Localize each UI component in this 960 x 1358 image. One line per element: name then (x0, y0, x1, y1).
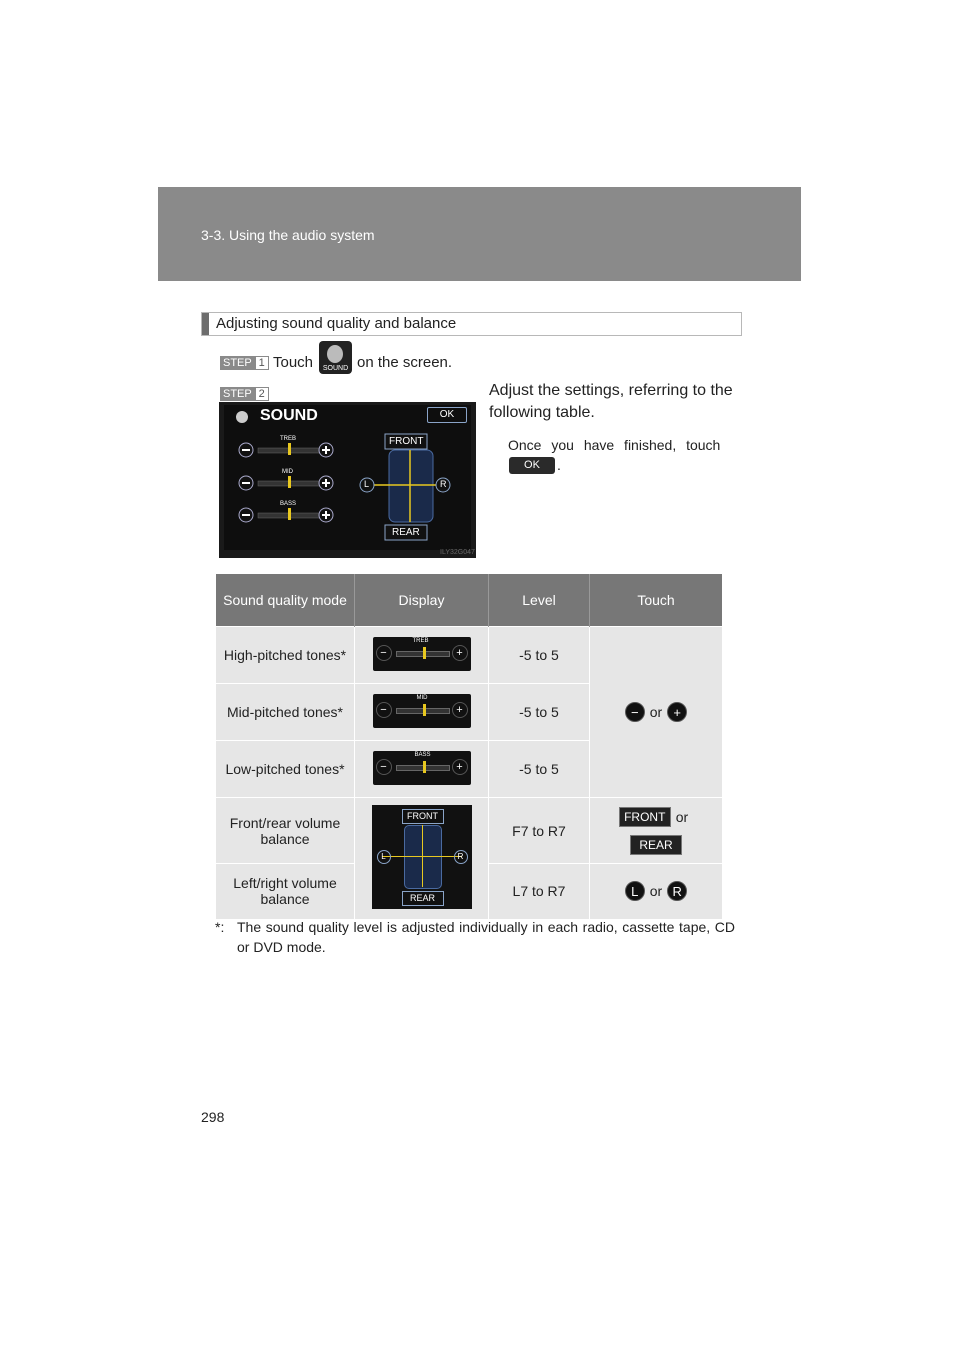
page-number: 298 (201, 1109, 225, 1125)
header-touch: Touch (590, 574, 723, 627)
step-2-label: STEP (223, 388, 252, 400)
bass-display (373, 751, 471, 785)
or-text: or (649, 883, 663, 900)
step-2-instruction-2: following table. (489, 404, 595, 421)
step-1-number: 1 (255, 356, 269, 370)
right-button[interactable]: R (440, 479, 447, 489)
or-text: or (675, 808, 689, 825)
treb-slider (239, 443, 333, 457)
step-2-badge (220, 387, 269, 401)
display-cell (355, 684, 489, 741)
treb-label: TREB (280, 436, 297, 442)
sound-button[interactable] (319, 341, 352, 374)
plus-icon: + (452, 645, 468, 661)
header-mode: Sound quality mode (216, 574, 355, 627)
bass-slider (239, 508, 333, 522)
front-label: FRONT (402, 809, 444, 824)
section-title: Adjusting sound quality and balance (216, 315, 457, 332)
step-2-instruction-1: Adjust the settings, referring to the (489, 382, 733, 399)
screen-title: SOUND (260, 407, 318, 424)
figure-code: ILY32G047 (440, 549, 475, 556)
slider-thumb (423, 647, 426, 659)
step-1-badge (220, 356, 269, 370)
header-level: Level (489, 574, 590, 627)
touch-cell-front-rear (590, 798, 723, 864)
ok-button[interactable]: OK (509, 457, 555, 474)
bass-label: BASS (414, 751, 431, 758)
table-row (216, 627, 722, 684)
left-label: L (377, 850, 391, 864)
treb-label: TREB (412, 637, 429, 644)
mode-cell: Low-pitched tones* (216, 741, 355, 798)
mode-cell: Front/rear volume balance (216, 798, 355, 864)
section-accent (202, 313, 209, 335)
sound-icon (327, 345, 343, 363)
level-cell: L7 to R7 (489, 864, 590, 919)
step-1-label: STEP (223, 357, 252, 369)
header-display: Display (355, 574, 489, 627)
level-cell: -5 to 5 (489, 627, 590, 684)
step-1-text-before: Touch (273, 354, 314, 371)
page-header (158, 187, 801, 281)
step-2-number: 2 (255, 387, 269, 401)
plus-icon: + (452, 702, 468, 718)
slider-thumb (423, 761, 426, 773)
front-button[interactable]: FRONT (389, 436, 424, 447)
or-text: or (649, 704, 663, 720)
mid-slider (239, 476, 333, 490)
left-button[interactable]: L (625, 881, 645, 901)
balance-v-line (422, 825, 423, 887)
right-button[interactable]: R (667, 881, 687, 901)
rear-button[interactable]: REAR (630, 835, 682, 855)
touch-cell-tones (590, 627, 723, 798)
plus-button-icon[interactable]: + (667, 702, 687, 722)
screen-graphics (224, 405, 471, 550)
screen-ok-button[interactable]: OK (427, 407, 467, 423)
display-cell-balance (355, 798, 489, 919)
mode-cell: Mid-pitched tones* (216, 684, 355, 741)
touch-cell-left-right (590, 864, 723, 919)
level-cell: F7 to R7 (489, 798, 590, 864)
finish-ok-wrap (509, 457, 561, 475)
seat-layout (404, 825, 442, 889)
table-row (216, 798, 722, 864)
right-label: R (454, 850, 468, 864)
mode-cell: Left/right volume balance (216, 864, 355, 919)
minus-icon: − (376, 645, 392, 661)
slider-thumb (423, 704, 426, 716)
level-cell: -5 to 5 (489, 741, 590, 798)
sound-settings-screen (219, 402, 476, 558)
finish-period: . (557, 457, 561, 473)
sound-icon (236, 411, 248, 423)
minus-button-icon[interactable]: − (625, 702, 645, 722)
breadcrumb: 3-3. Using the audio system (201, 227, 375, 243)
treb-display (373, 637, 471, 671)
level-cell: -5 to 5 (489, 684, 590, 741)
mode-cell: High-pitched tones* (216, 627, 355, 684)
display-cell (355, 741, 489, 798)
finish-text: Once you have finished, touch (508, 437, 721, 453)
left-button[interactable]: L (364, 479, 370, 489)
balance-display (372, 805, 472, 909)
section-heading (201, 312, 742, 336)
minus-icon: − (376, 759, 392, 775)
footnote (215, 917, 737, 957)
mid-label: MID (416, 694, 428, 701)
mid-label: MID (282, 469, 293, 475)
screen-inner (224, 405, 471, 550)
display-cell (355, 627, 489, 684)
footnote-mark: *: (215, 919, 225, 935)
rear-button[interactable]: REAR (392, 527, 420, 538)
front-button[interactable]: FRONT (619, 807, 671, 827)
sound-button-label: SOUND (322, 365, 349, 372)
plus-icon: + (452, 759, 468, 775)
mid-display (373, 694, 471, 728)
settings-table (216, 574, 722, 919)
minus-icon: − (376, 702, 392, 718)
step-1-text-after: on the screen. (357, 354, 453, 371)
balance-pad (360, 434, 450, 540)
rear-label: REAR (402, 891, 444, 906)
footnote-text: The sound quality level is adjusted individually in each radio, cassette tape, CD or DVD mode. (237, 919, 735, 955)
bass-label: BASS (280, 501, 297, 507)
